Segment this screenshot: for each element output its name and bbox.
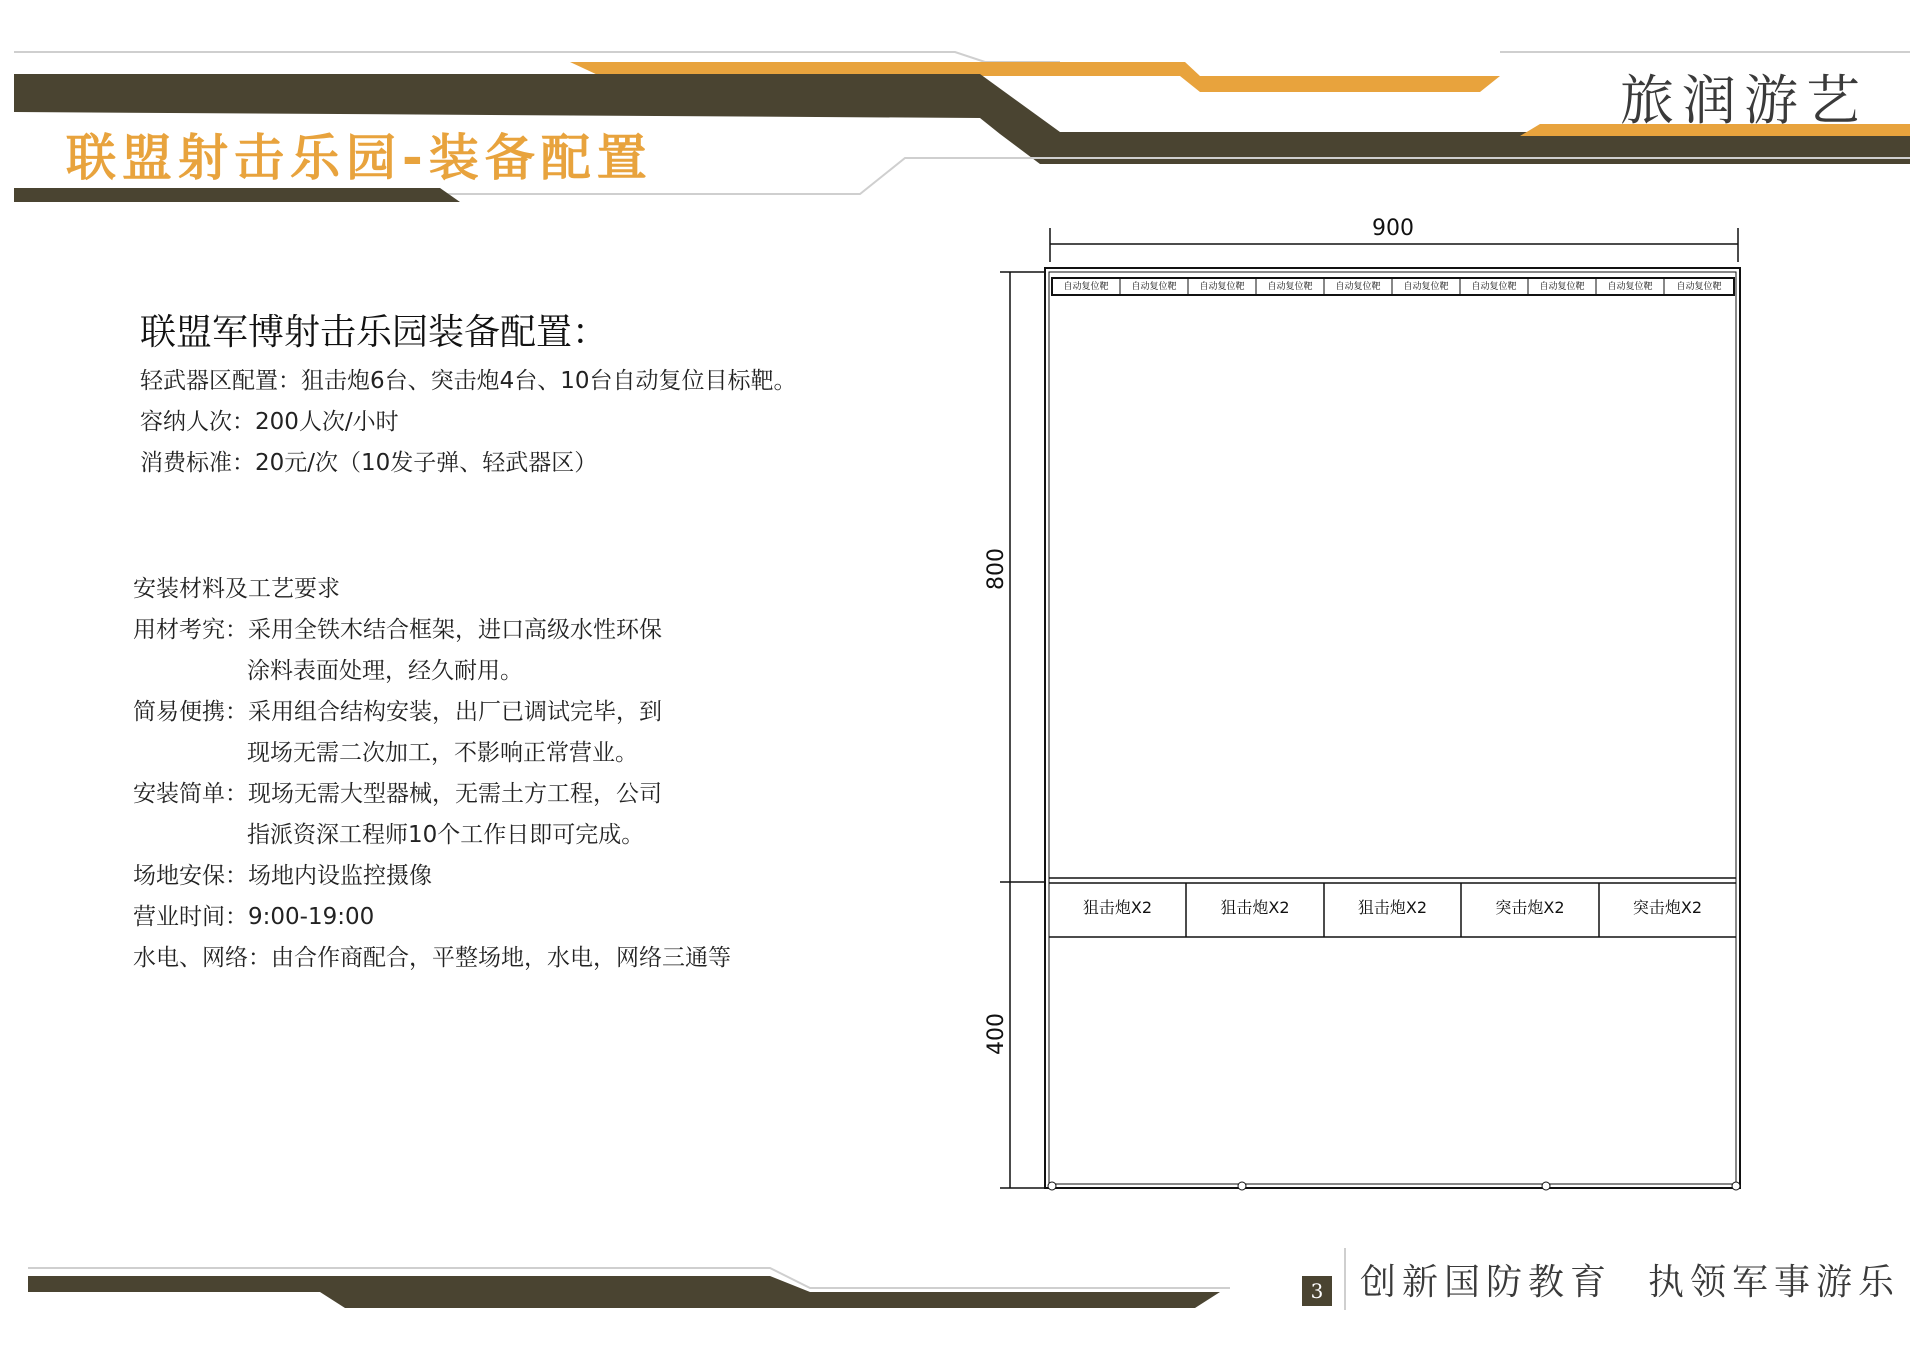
intro-heading: 联盟军博射击乐园装备配置： (140, 312, 609, 353)
slogan-left: 创新国防教育 (1360, 1262, 1613, 1303)
gun-label: 狙击炮X2 (1082, 898, 1153, 917)
intro-line: 容纳人次：200人次/小时 (140, 409, 399, 435)
gun-label: 突击炮X2 (1495, 898, 1565, 917)
page-number: 3 (1302, 1276, 1332, 1306)
intro-line: 轻武器区配置：狙击炮6台、突击炮4台、10台自动复位目标靶。 (140, 368, 797, 394)
target-label: 自动复位靶 (1471, 282, 1517, 292)
slogan-right: 执领军事游乐 (1648, 1262, 1901, 1303)
install-line: 用材考究：采用全铁木结合框架，进口高级水性环保 (133, 617, 662, 643)
install-line: 水电、网络：由合作商配合，平整场地，水电，网络三通等 (133, 945, 731, 971)
target-label: 自动复位靶 (1403, 282, 1449, 292)
target-label: 自动复位靶 (1676, 282, 1722, 292)
target-label: 自动复位靶 (1607, 282, 1653, 292)
install-line: 现场无需二次加工，不影响正常营业。 (247, 740, 638, 766)
intro-line: 消费标准：20元/次（10发子弹、轻武器区） (140, 450, 598, 476)
install-line: 场地安保：场地内设监控摄像 (133, 863, 432, 889)
brand-name: 旅润游艺 (1620, 69, 1868, 132)
install-line: 涂料表面处理，经久耐用。 (247, 658, 523, 684)
install-line: 安装简单：现场无需大型器械，无需土方工程，公司 (133, 781, 662, 807)
install-line: 营业时间：9:00-19:00 (133, 904, 375, 930)
install-line: 指派资深工程师10个工作日即可完成。 (247, 822, 645, 848)
target-label: 自动复位靶 (1131, 282, 1177, 292)
page-title: 联盟射击乐园-装备配置 (66, 129, 653, 187)
height-top-dimension-label: 800 (984, 548, 1009, 590)
gun-label: 狙击炮X2 (1220, 898, 1290, 917)
gun-label: 狙击炮X2 (1357, 898, 1428, 917)
width-dimension-label: 900 (1372, 216, 1414, 241)
target-label: 自动复位靶 (1199, 282, 1245, 292)
target-label: 自动复位靶 (1063, 282, 1109, 292)
height-bottom-dimension-label: 400 (984, 1013, 1009, 1055)
target-label: 自动复位靶 (1335, 282, 1381, 292)
install-line: 简易便携：采用组合结构安装，出厂已调试完毕，到 (133, 699, 662, 725)
gun-label: 突击炮X2 (1632, 898, 1703, 917)
install-heading: 安装材料及工艺要求 (133, 576, 340, 602)
target-label: 自动复位靶 (1267, 282, 1313, 292)
target-label: 自动复位靶 (1539, 282, 1585, 292)
